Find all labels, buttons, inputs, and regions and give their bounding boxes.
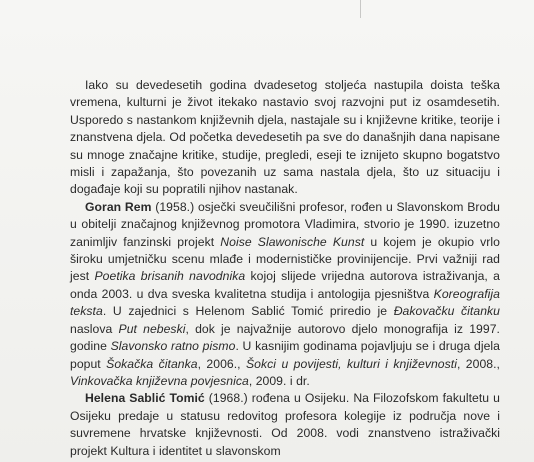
paragraph-text: , 2009. i dr. [248,373,310,388]
paragraph-helena-sablic-tomic [70,390,500,460]
paragraph-goran-rem [70,199,500,390]
paragraph-text: kojoj slijede vrijedna autorova istraživanja, a onda 2003. u dva sveska kvalitetna studija i antologija pjesništva [70,269,500,301]
paragraph-text: (1958.) osječki sveučilišni profesor, rođen u Slavonskom Brodu u obitelji značajnog književnog promotora Vladimira, stvorio je 1990. izuzetno zanimljiv fanzinski projekt [70,199,500,249]
scan-edge-mark [360,0,361,18]
work-title: Slavonsko ratno pismo [110,339,236,354]
paragraph-text: naslova [70,321,119,336]
body-text [70,77,500,460]
work-title: Šokačka čitanka [106,356,198,371]
paragraph-text: . U kasnijim godinama pojavljuju se i druga djela poput [70,339,501,371]
work-title: Đakovačku čitanku [393,304,500,319]
work-title: Poetika brisanih navodnika [94,269,246,284]
work-title: Put nebeski [118,321,186,336]
paragraph-text: (1968.) rođena u Osijeku. Na Filozofskom fakultetu u Osijeku predaje u statusu redovitog profesora kolegije iz područja nove i suvremene hrvatske književnosti. Od 2008. vodi znanstveno istraživački projekt Kultura i identitet u slavonskom [70,391,500,458]
work-title: Vinkovačka književna povjesnica [70,373,249,388]
paragraph-text: . U zajednici s Helenom Sablić Tomić priredio je [102,304,394,319]
work-title: Šokci u povijesti, kulturi i književnosti [246,356,457,371]
paragraph-text: , 2006., [197,356,246,371]
paragraph-intro: Iako su devedesetih godina dvadesetog stoljeća nastupila doista teška vremena, kulturni je život itekako nastavio svoj razvojni put iz osamdesetih. Usporedo s nastankom književnih djela, nastajale su i književne kritike, teorije i znanstvena djela. Od početka devedesetih pa sve do današnjih dana napisane su mnoge značajne kritike, studije, pregledi, eseji te iznijeto skupno bogatstvo misli i zapažanja, što povezanih uz sama nastala djela, što uz situaciju i događaje koji su popratili njihov nastanak. [70,78,500,197]
paragraph-text: u kojem je okupio vrlo široku umjetničku scenu mlađe i modernističke provinijencije. Prvi važniji rad jest [70,234,500,284]
author-name: Goran Rem [85,199,152,214]
paragraph-text: , dok je najvažnije autorovo djelo monografija iz 1997. godine [70,321,500,354]
paragraph-text: , 2008., [456,356,500,371]
work-title: Noise Slawonische Kunst [220,234,365,249]
work-title: Koreografija teksta [70,286,500,319]
author-name: Helena Sablić Tomić [85,391,205,406]
